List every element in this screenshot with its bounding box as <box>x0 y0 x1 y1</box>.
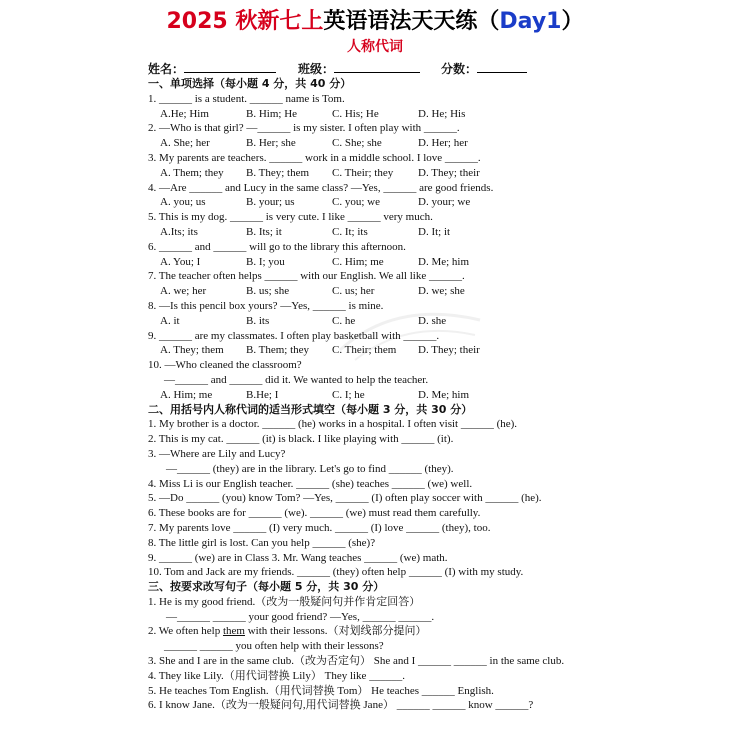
question-line: 6. These books are for ______ (we). ______ (we) must read them carefully. <box>148 507 481 520</box>
class-blank[interactable] <box>334 60 420 73</box>
question-line: ______ ______ you often help with their lessons? <box>164 640 384 653</box>
answer-options <box>148 166 628 181</box>
answer-options <box>148 314 628 329</box>
answer-option: A. you; us <box>160 196 206 209</box>
answer-option: A. You; I <box>160 255 201 268</box>
question-line: 1. My brother is a doctor. ______ (he) works in a hospital. I often visit ______ (he). <box>148 418 518 431</box>
answer-option: A.He; Him <box>160 107 209 120</box>
answer-option: D. They; their <box>418 166 480 179</box>
question-line: 7. My parents love ______ (I) very much. ______ (I) love ______ (they), too. <box>148 521 491 534</box>
answer-option: A. it <box>160 314 180 327</box>
answer-option: C. you; we <box>332 196 380 209</box>
question-line: 2. This is my cat. ______ (it) is black. I like playing with ______ (it). <box>148 433 454 446</box>
answer-option: C. She; she <box>332 137 382 150</box>
answer-option: C. he <box>332 314 356 327</box>
question-line: 8. The little girl is lost. Can you help ______ (she)? <box>148 536 376 549</box>
answer-option: A. They; them <box>160 344 224 357</box>
class-field <box>298 60 420 77</box>
class-label: 班级： <box>298 62 335 76</box>
question-line: 5. This is my dog. ______ is very cute. I like ______ very much. <box>148 211 433 224</box>
question-line: —______ ______ your good friend? —Yes, ______ ______. <box>166 610 435 623</box>
question-line: —______ (they) are in the library. Let's go to find ______ (they). <box>166 462 454 475</box>
name-field <box>148 60 276 77</box>
answer-option: C. Him; me <box>332 255 384 268</box>
answer-option: D. Her; her <box>418 137 468 150</box>
section-heading: 二、用括号内人称代词的适当形式填空（每小题 3 分，共 30 分） <box>148 402 473 416</box>
question-text: with their lessons.（对划线部分提问） <box>244 625 427 638</box>
name-blank[interactable] <box>184 60 276 73</box>
question-line: 1. ______ is a student. ______ name is Tom. <box>148 92 345 105</box>
question-line: 7. The teacher often helps ______ with our English. We all like ______. <box>148 270 465 283</box>
question-line: 4. Miss Li is our English teacher. ______ (she) teaches ______ (we) well. <box>148 477 473 490</box>
question-line: 6. I know Jane.（改为一般疑问句,用代词替换 Jane） ______ ______ know ______? <box>148 699 534 712</box>
answer-option: D. Me; him <box>418 388 470 401</box>
answer-option: A. She; her <box>160 137 210 150</box>
question-line: —______ and ______ did it. We wanted to help the teacher. <box>164 373 429 386</box>
answer-option: B. us; she <box>246 285 290 298</box>
answer-option: D. They; their <box>418 344 480 357</box>
answer-options <box>148 388 628 403</box>
question-line: 9. ______ are my classmates. I often play basketball with ______. <box>148 329 440 342</box>
answer-option: C. His; He <box>332 107 379 120</box>
question-text: 2. We often help <box>148 625 223 638</box>
answer-options <box>148 195 628 210</box>
worksheet-body <box>148 77 628 713</box>
answer-options <box>148 136 628 151</box>
question-line: 10. —Who cleaned the classroom? <box>148 359 302 372</box>
answer-option: B. Its; it <box>246 225 282 238</box>
answer-option: D. she <box>418 314 447 327</box>
score-field <box>441 60 527 77</box>
worksheet-subtitle: 人称代词 <box>347 39 403 55</box>
answer-option: C. I; he <box>332 388 365 401</box>
question-line: 5. —Do ______ (you) know Tom? —Yes, ______ (I) often play soccer with ______ (he). <box>148 492 542 505</box>
title-day: Day1 <box>499 9 562 34</box>
answer-option: B. your; us <box>246 196 295 209</box>
answer-options <box>148 284 628 299</box>
question-line <box>148 624 628 639</box>
underlined-word: them <box>222 625 245 638</box>
answer-option: C. us; her <box>332 285 375 298</box>
answer-option: D. It; it <box>418 225 451 238</box>
question-line: 10. Tom and Jack are my friends. ______ (they) often help ______ (I) with my study. <box>148 566 524 579</box>
section-heading: 一、单项选择（每小题 4 分，共 40 分） <box>148 77 352 90</box>
answer-option: D. Me; him <box>418 255 470 268</box>
answer-option: B. I; you <box>246 255 285 268</box>
answer-option: B. Him; He <box>246 107 298 120</box>
answer-option: B. Her; she <box>246 137 296 150</box>
question-line: 3. —Where are Lily and Lucy? <box>148 447 286 460</box>
worksheet-title <box>0 4 750 35</box>
answer-option: D. He; His <box>418 107 466 120</box>
answer-options <box>148 107 628 122</box>
question-line: 9. ______ (we) are in Class 3. Mr. Wang teaches ______ (we) math. <box>148 551 448 564</box>
answer-option: B. They; them <box>246 166 310 179</box>
answer-options <box>148 225 628 240</box>
answer-options <box>148 255 628 270</box>
question-line: 3. She and I are in the same club.（改为否定句） She and I ______ ______ in the same club. <box>148 655 565 668</box>
answer-option: C. Their; them <box>332 344 397 357</box>
question-line: 8. —Is this pencil box yours? —Yes, ______ is mine. <box>148 299 384 312</box>
section-heading: 三、按要求改写句子（每小题 5 分，共 30 分） <box>148 580 385 594</box>
title-close: ） <box>561 9 584 34</box>
title-main: 英语语法天天练（ <box>323 9 500 34</box>
question-line: 4. They like Lily.（用代词替换 Lily） They like ______. <box>148 669 405 682</box>
score-label: 分数： <box>441 62 478 76</box>
answer-option: B. Them; they <box>246 344 310 357</box>
answer-option: A. Him; me <box>160 388 213 401</box>
question-line: 2. —Who is that girl? —______ is my sister. I often play with ______. <box>148 122 460 135</box>
question-line: 1. He is my good friend.（改为一般疑问句并作肯定回答） <box>148 595 421 608</box>
answer-option: A. we; her <box>160 285 207 298</box>
answer-option: B. its <box>246 314 270 327</box>
title-grade: 新七上 <box>257 9 324 34</box>
name-label: 姓名： <box>148 62 185 76</box>
answer-option: C. Their; they <box>332 166 394 179</box>
question-line: 6. ______ and ______ will go to the library this afternoon. <box>148 240 406 253</box>
question-line: 3. My parents are teachers. ______ work in a middle school. I love ______. <box>148 151 481 164</box>
answer-options <box>148 343 628 358</box>
title-year: 2025 秋 <box>166 9 258 34</box>
question-line: 4. —Are ______ and Lucy in the same class? —Yes, ______ are good friends. <box>148 181 494 194</box>
question-line: 5. He teaches Tom English.（用代词替换 Tom） He teaches ______ English. <box>148 684 494 697</box>
answer-option: A. Them; they <box>160 166 224 179</box>
score-blank[interactable] <box>477 60 527 73</box>
answer-option: A.Its; its <box>160 225 198 238</box>
answer-option: D. we; she <box>418 285 465 298</box>
answer-option: B.He; I <box>246 388 279 401</box>
answer-option: C. It; its <box>332 225 368 238</box>
answer-option: D. your; we <box>418 196 471 209</box>
